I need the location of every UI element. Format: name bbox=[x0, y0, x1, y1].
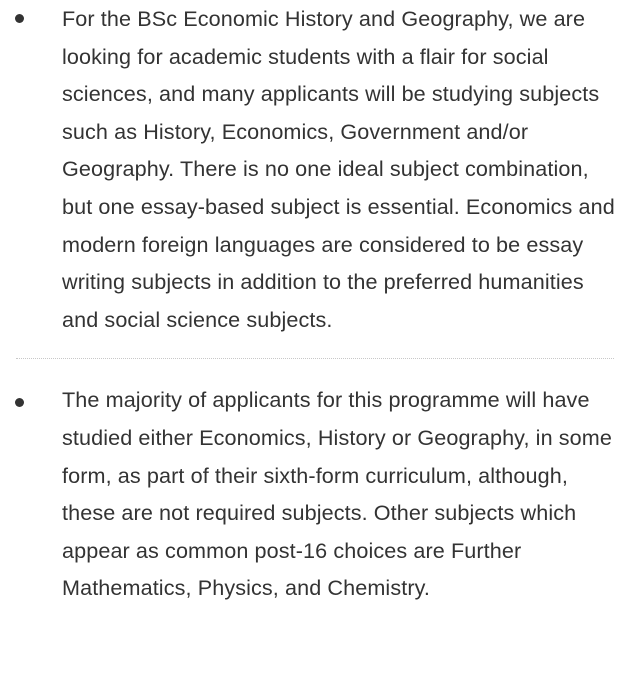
bullet-list bbox=[0, 0, 632, 338]
bullet-list bbox=[0, 381, 632, 607]
list-item-text: For the BSc Economic History and Geography, we are looking for academic students with a flair for social sciences, and many applicants will be studying subjects such as History, Economics, Government and/or Geography. There is no one ideal subject combination, but one essay-based subject is essential. Economics and modern foreign languages are considered to be essay writing subjects in addition to the preferred humanities and social science subjects. bbox=[62, 6, 615, 332]
list-item bbox=[0, 0, 632, 338]
divider bbox=[16, 358, 614, 359]
list-item bbox=[0, 381, 632, 607]
list-item-text: The majority of applicants for this programme will have studied either Economics, History or Geography, in some form, as part of their sixth-form curriculum, although, these are not required subjects. Other subjects which appear as common post-16 choices are Further Mathematics, Physics, and Chemistry. bbox=[62, 387, 612, 601]
bullet-icon bbox=[15, 14, 24, 23]
bullet-icon bbox=[15, 398, 24, 407]
